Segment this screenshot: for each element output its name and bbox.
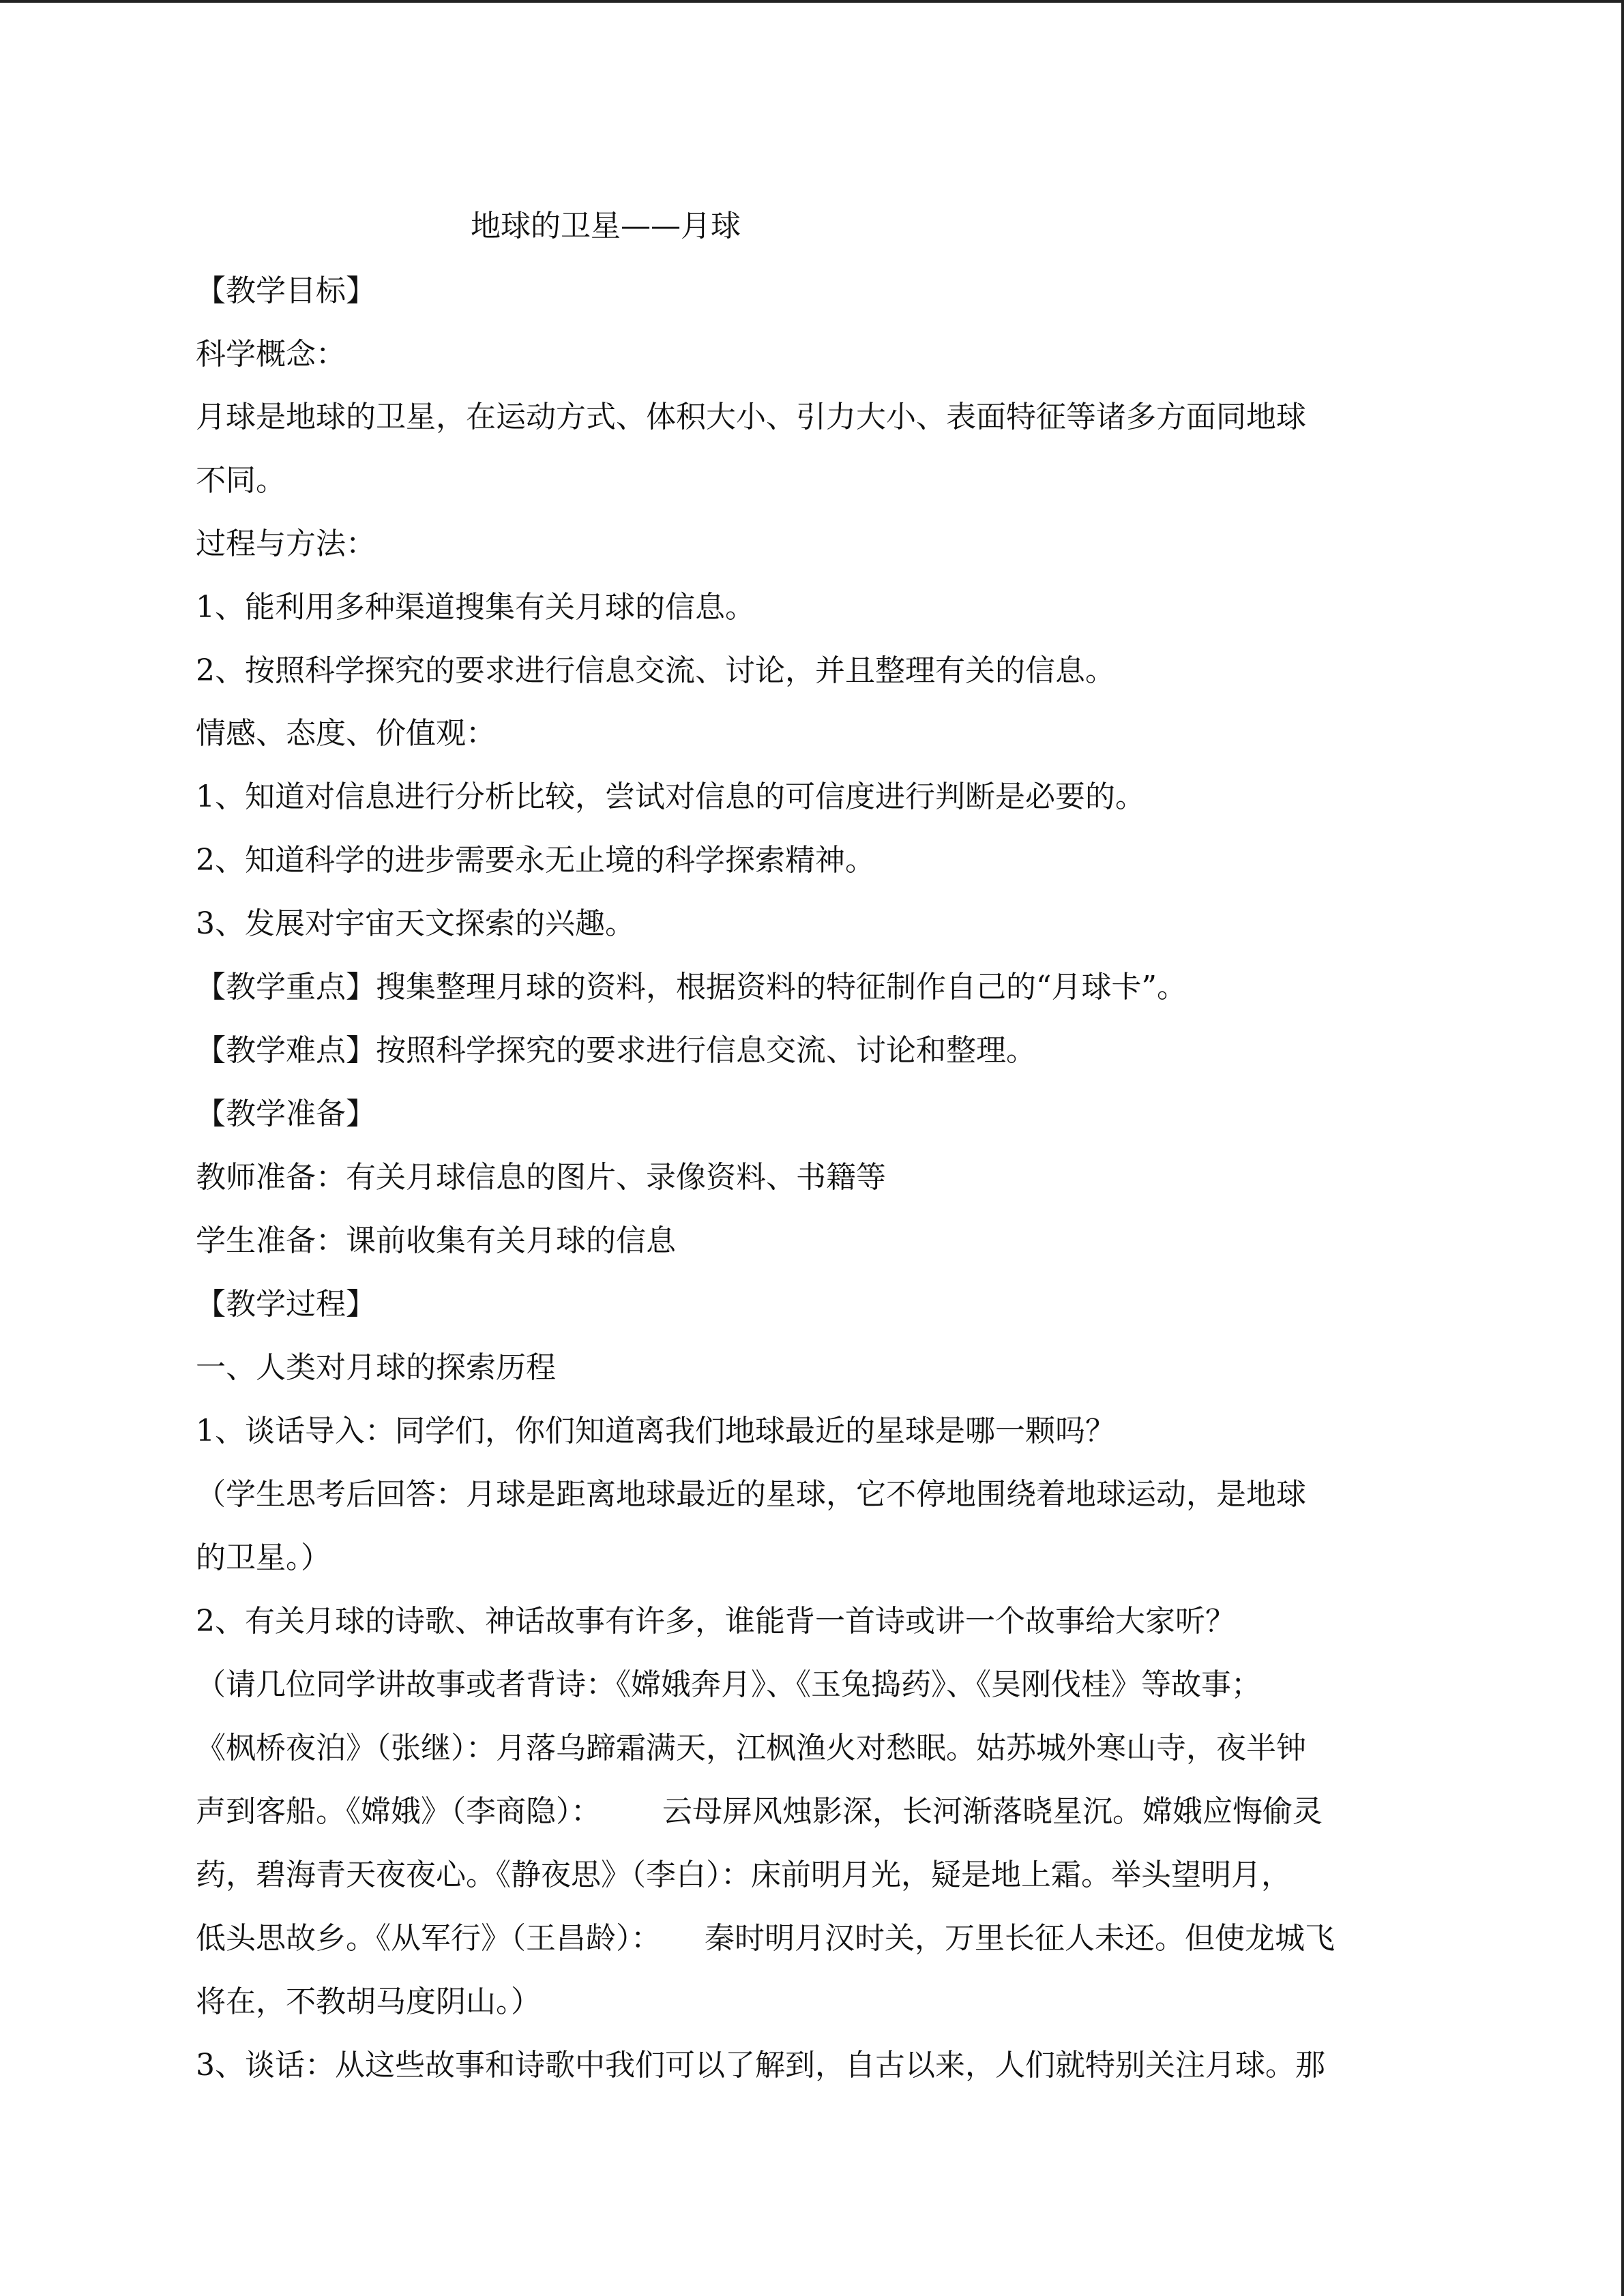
heading-teaching-goals: 【教学目标】: [196, 273, 376, 308]
text-segment: 低头思故乡。《从军行》（王昌龄）：: [196, 1921, 661, 1956]
text-segment: 声到客船。《嫦娥》（李商隐）：: [196, 1794, 601, 1829]
section-heading: 一、人类对月球的探索历程: [196, 1350, 556, 1385]
paragraph-line: 不同。: [196, 463, 286, 498]
teaching-key-points: 【教学重点】搜集整理月球的资料，根据资料的特征制作自己的“月球卡”。: [196, 970, 1187, 1004]
paragraph-line: 1、谈话导入：同学们，你们知道离我们地球最近的星球是哪一颗吗？: [196, 1414, 1115, 1448]
subheading-attitudes-values: 情感、态度、价值观：: [196, 716, 496, 751]
subheading-process-methods: 过程与方法：: [196, 526, 376, 561]
student-preparation: 学生准备：课前收集有关月球的信息: [196, 1223, 676, 1258]
document-title: 地球的卫星——月球: [471, 209, 741, 243]
paragraph-line: 药，碧海青天夜夜心。《静夜思》（李白）：床前明月光，疑是地上霜。举头望明月，: [196, 1858, 1291, 1892]
paragraph-line: 将在，不教胡马度阴山。）: [196, 1984, 541, 2019]
page-border-right: [1621, 0, 1624, 2296]
heading-teaching-process: 【教学过程】: [196, 1287, 376, 1322]
teaching-difficulties: 【教学难点】按照科学探究的要求进行信息交流、讨论和整理。: [196, 1033, 1036, 1068]
paragraph-line: 的卫星。）: [196, 1540, 331, 1575]
paragraph-line: 2、有关月球的诗歌、神话故事有许多，谁能背一首诗或讲一个故事给大家听？: [196, 1604, 1235, 1639]
list-item: 1、能利用多种渠道搜集有关月球的信息。: [196, 590, 755, 625]
list-item: 2、按照科学探究的要求进行信息交流、讨论，并且整理有关的信息。: [196, 653, 1115, 688]
text-segment: 云母屏风烛影深，长河渐落晓星沉。嫦娥应悔偷灵: [662, 1794, 1323, 1829]
paragraph-line: 《枫桥夜泊》（张继）：月落乌蹄霜满天，江枫渔火对愁眠。姑苏城外寒山寺，夜半钟: [196, 1731, 1306, 1765]
paragraph-line: 3、谈话：从这些故事和诗歌中我们可以了解到，自古以来，人们就特别关注月球。那: [196, 2048, 1325, 2083]
paragraph-line: （请几位同学讲故事或者背诗：《嫦娥奔月》、《玉兔捣药》、《吴刚伐桂》等故事；: [196, 1667, 1261, 1702]
list-item: 1、知道对信息进行分析比较，尝试对信息的可信度进行判断是必要的。: [196, 779, 1145, 814]
subheading-science-concepts: 科学概念：: [196, 337, 346, 372]
list-item: 3、发展对宇宙天文探索的兴趣。: [196, 906, 635, 941]
teacher-preparation: 教师准备：有关月球信息的图片、录像资料、书籍等: [196, 1160, 886, 1195]
page-border-top: [0, 0, 1624, 3]
heading-teaching-preparation: 【教学准备】: [196, 1097, 376, 1131]
paragraph-line: [196, 1917, 1335, 1960]
list-item: 2、知道科学的进步需要永无止境的科学探索精神。: [196, 843, 875, 878]
text-segment: 秦时明月汉时关，万里长征人未还。但使龙城飞: [705, 1921, 1335, 1956]
paragraph-line: 月球是地球的卫星，在运动方式、体积大小、引力大小、表面特征等诸多方面同地球: [196, 400, 1306, 434]
paragraph-line: （学生思考后回答：月球是距离地球最近的星球，它不停地围绕着地球运动，是地球: [196, 1477, 1306, 1512]
paragraph-line: [196, 1790, 1323, 1834]
